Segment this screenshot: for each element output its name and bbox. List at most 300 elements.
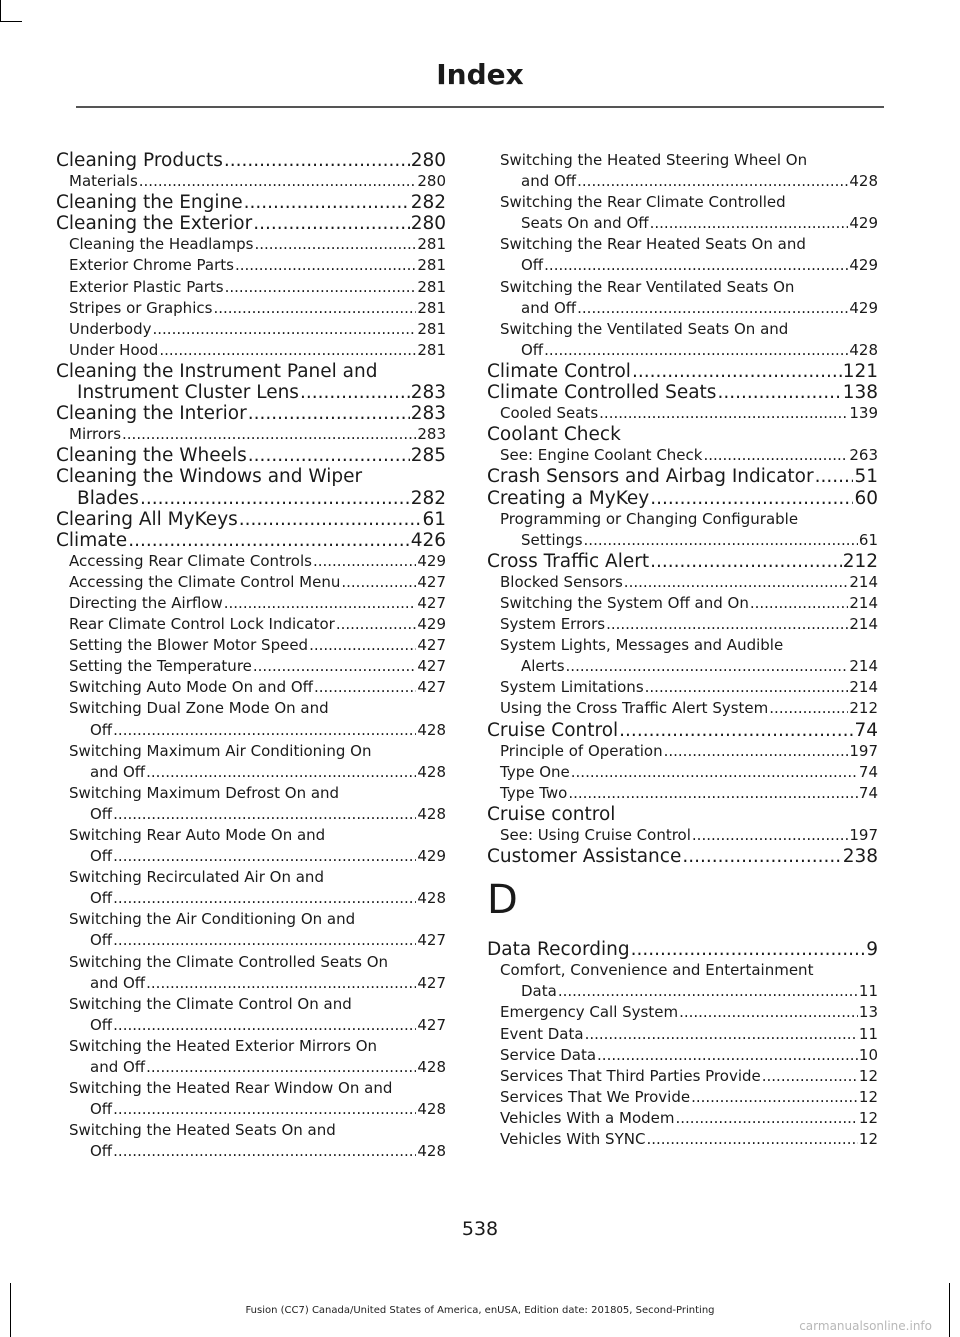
entry-label: Cleaning the Headlamps	[69, 235, 254, 254]
entry-label: Off	[90, 720, 113, 739]
entry-label: Off	[521, 256, 544, 275]
index-entry	[487, 551, 878, 572]
entry-page-number: 197	[849, 741, 878, 760]
entry-page-number: 11	[858, 1024, 878, 1043]
dot-leader	[146, 1057, 416, 1078]
dot-leader	[584, 530, 858, 551]
entry-page-number: 214	[849, 572, 878, 591]
entry-page-number: 61	[422, 508, 446, 530]
entry-page-number: 427	[417, 572, 446, 591]
index-subentry	[56, 825, 446, 867]
entry-label-line: Cleaning the Windows and Wiper	[56, 466, 363, 488]
index-entry	[487, 846, 878, 867]
dot-leader	[762, 1066, 858, 1087]
dot-leader	[113, 930, 416, 951]
entry-label: Clearing All MyKeys	[56, 508, 238, 530]
index-entry	[487, 939, 878, 960]
entry-label: Creating a MyKey	[487, 487, 650, 509]
index-entry	[56, 530, 446, 551]
index-subentry	[56, 909, 446, 951]
index-heading: Cruise control	[487, 803, 616, 825]
index-subentry	[487, 762, 878, 783]
dot-leader	[253, 213, 410, 234]
dot-leader	[650, 213, 849, 234]
entry-label: Climate	[56, 529, 128, 551]
entry-label: Off	[90, 804, 113, 823]
entry-page-number: 428	[849, 172, 878, 191]
index-subentry	[487, 741, 878, 762]
entry-label-line: Comfort, Convenience and Entertainment	[500, 961, 814, 980]
index-subentry	[56, 171, 446, 192]
index-subentry	[56, 656, 446, 677]
entry-label: Seats On and Off	[521, 214, 649, 233]
entry-label: Cleaning the Interior	[56, 403, 247, 425]
index-subentry	[56, 572, 446, 593]
index-subentry	[56, 1036, 446, 1078]
index-entry	[487, 361, 878, 382]
index-subentry	[56, 741, 446, 783]
entry-page-number: 429	[417, 615, 446, 634]
entry-label: System Errors	[500, 615, 606, 634]
entry-label: System Limitations	[500, 678, 644, 697]
entry-label: Crash Sensors and Airbag Indicator	[487, 466, 814, 488]
entry-page-number: 197	[849, 826, 878, 844]
dot-leader	[703, 445, 848, 466]
entry-page-number: 281	[417, 319, 446, 338]
entry-label: Setting the Temperature	[69, 657, 252, 676]
entry-page-number: 429	[417, 551, 446, 570]
index-subentry	[487, 614, 878, 635]
dot-leader	[815, 466, 854, 487]
entry-label-line: Cleaning the Instrument Panel and	[56, 360, 378, 382]
entry-label: Switching Auto Mode On and Off	[69, 678, 313, 697]
entry-page-number: 285	[410, 445, 446, 467]
index-subentry	[487, 572, 878, 593]
entry-label: Vehicles With a Modem	[500, 1108, 675, 1127]
dot-leader	[113, 720, 416, 741]
dot-leader	[750, 593, 849, 614]
dot-leader	[544, 255, 848, 276]
entry-label-line: Switching the Climate Controlled Seats On	[69, 952, 389, 971]
entry-page-number: 283	[410, 382, 446, 404]
dot-leader	[571, 762, 858, 783]
index-entry	[56, 403, 446, 424]
entry-page-number: 429	[849, 256, 878, 275]
dot-leader	[650, 488, 853, 509]
entry-label: Data Recording	[487, 939, 630, 961]
dot-leader	[664, 741, 849, 762]
index-subentry	[56, 698, 446, 740]
entry-page-number: 282	[410, 487, 446, 509]
index-subentry	[56, 1120, 446, 1162]
entry-label: Blades	[77, 487, 139, 509]
entry-page-number: 12	[858, 1108, 878, 1127]
dot-leader	[113, 888, 416, 909]
dot-leader	[248, 403, 410, 424]
entry-page-number: 12	[858, 1066, 878, 1085]
index-subentry	[56, 319, 446, 340]
index-subentry	[56, 277, 446, 298]
entry-label: Off	[90, 931, 113, 950]
index-subentry	[487, 277, 878, 319]
index-subentry	[487, 1129, 878, 1150]
dot-leader	[619, 720, 853, 741]
dot-leader	[336, 614, 417, 635]
dot-leader	[313, 551, 416, 572]
entry-label: Cleaning Products	[56, 150, 223, 171]
index-subentry	[56, 593, 446, 614]
crop-mark-top-left-h	[0, 21, 22, 22]
dot-leader	[244, 192, 410, 213]
entry-page-number: 283	[417, 425, 446, 444]
entry-page-number: 51	[854, 466, 878, 488]
dot-leader	[153, 319, 417, 340]
entry-label-line: Switching the Air Conditioning On and	[69, 910, 356, 929]
entry-label-line: Switching Rear Auto Mode On and	[69, 826, 326, 844]
dot-leader	[225, 277, 417, 298]
index-subentry	[56, 255, 446, 276]
index-subentry	[487, 1066, 878, 1087]
entry-page-number: 74	[854, 719, 878, 741]
entry-label: Stripes or Graphics	[69, 298, 213, 317]
index-entry	[56, 150, 446, 171]
entry-page-number: 428	[417, 804, 446, 823]
entry-page-number: 212	[849, 699, 878, 718]
entry-page-number: 281	[417, 340, 446, 359]
dot-leader	[224, 150, 410, 171]
entry-page-number: 214	[849, 615, 878, 634]
entry-label: Climate Controlled Seats	[487, 382, 717, 404]
entry-label: Accessing the Climate Control Menu	[69, 572, 341, 591]
index-entry	[487, 720, 878, 741]
entry-label: and Off	[90, 973, 146, 992]
entry-page-number: 426	[410, 529, 446, 551]
entry-page-number: 282	[410, 192, 446, 214]
index-entry	[56, 213, 446, 234]
index-subentry	[56, 234, 446, 255]
entry-page-number: 214	[849, 678, 878, 697]
entry-page-number: 13	[858, 1003, 878, 1022]
entry-page-number: 60	[854, 487, 878, 509]
entry-page-number: 429	[417, 847, 446, 866]
index-heading: Coolant Check	[487, 424, 621, 446]
index-entry	[487, 382, 878, 403]
entry-label: Vehicles With SYNC	[500, 1130, 646, 1149]
entry-label: Underbody	[69, 319, 152, 338]
section-letter: D	[487, 877, 518, 924]
index-subentry	[56, 1078, 446, 1120]
dot-leader	[769, 698, 848, 719]
entry-page-number: 74	[858, 762, 878, 781]
dot-leader	[113, 804, 416, 825]
index-subentry	[487, 192, 878, 234]
index-subentry	[487, 1087, 878, 1108]
entry-label: Services That We Provide	[500, 1087, 691, 1106]
entry-page-number: 280	[417, 172, 446, 191]
index-subentry	[487, 635, 878, 677]
dot-leader	[309, 635, 416, 656]
entry-label: Emergency Call System	[500, 1003, 679, 1022]
entry-page-number: 427	[417, 636, 446, 655]
entry-label: Alerts	[521, 657, 565, 676]
entry-page-number: 9	[866, 939, 878, 961]
entry-page-number: 283	[410, 403, 446, 425]
index-entry	[487, 466, 878, 487]
dot-leader	[314, 677, 416, 698]
index-subentry	[487, 960, 878, 1002]
entry-label-line: Switching the Climate Control On and	[69, 994, 352, 1013]
index-subentry	[487, 234, 878, 276]
entry-label: Setting the Blower Motor Speed	[69, 636, 309, 655]
entry-label: Exterior Plastic Parts	[69, 277, 224, 296]
dot-leader	[597, 1045, 858, 1066]
dot-leader	[679, 1002, 858, 1023]
entry-page-number: 427	[417, 931, 446, 950]
entry-page-number: 263	[849, 446, 878, 465]
entry-label: Data	[521, 982, 557, 1001]
header-divider	[76, 106, 884, 108]
index-subentry	[487, 593, 878, 614]
index-subentry	[487, 783, 878, 804]
dot-leader	[599, 403, 848, 424]
index-entry	[56, 509, 446, 530]
dot-leader	[253, 656, 416, 677]
entry-label: Cleaning the Wheels	[56, 445, 247, 467]
entry-label-line: Switching Maximum Air Conditioning On	[69, 741, 372, 760]
entry-label: Climate Control	[487, 360, 631, 382]
dot-leader	[632, 361, 842, 382]
dot-leader	[631, 939, 866, 960]
entry-label: Off	[90, 1015, 113, 1034]
entry-label-line: Switching the Rear Climate Controlled	[500, 193, 786, 212]
entry-label: Under Hood	[69, 340, 159, 359]
entry-label: Service Data	[500, 1045, 597, 1064]
entry-label: Off	[90, 889, 113, 908]
entry-label: Instrument Cluster Lens	[77, 382, 299, 404]
entry-label: Accessing Rear Climate Controls	[69, 551, 312, 570]
entry-page-number: 214	[849, 657, 878, 676]
entry-label-line: Switching the Heated Rear Window On and	[69, 1079, 393, 1098]
entry-page-number: 428	[417, 1100, 446, 1119]
entry-label-line: Switching the Heated Exterior Mirrors On	[69, 1036, 378, 1055]
entry-label: Cross Traffic Alert	[487, 550, 650, 572]
entry-label: Cleaning the Engine	[56, 192, 243, 214]
dot-leader	[146, 762, 416, 783]
entry-label: Settings	[521, 530, 583, 549]
crop-mark-top-left	[0, 0, 1, 22]
entry-page-number: 428	[417, 889, 446, 908]
entry-label-line: Switching Dual Zone Mode On and	[69, 699, 329, 718]
entry-page-number: 121	[842, 360, 878, 382]
footer-edition-info: Fusion (CC7) Canada/United States of America, enUSA, Edition date: 201805, Second-Printing	[245, 1305, 715, 1316]
entry-page-number: 429	[849, 214, 878, 233]
index-subentry	[56, 340, 446, 361]
entry-label: and Off	[90, 1058, 146, 1077]
entry-label: Event Data	[500, 1024, 584, 1043]
entry-label: Materials	[69, 172, 138, 191]
index-subentry	[487, 1002, 878, 1023]
entry-page-number: 428	[849, 340, 878, 359]
entry-label: Services That Third Parties Provide	[500, 1066, 761, 1085]
entry-label: Off	[521, 340, 544, 359]
index-entry	[56, 466, 446, 508]
index-entry	[56, 445, 446, 466]
entry-page-number: 10	[858, 1045, 878, 1064]
dot-leader	[676, 1108, 858, 1129]
entry-label: Cruise Control	[487, 719, 619, 741]
index-subentry	[56, 952, 446, 994]
entry-label: Exterior Chrome Parts	[69, 256, 234, 275]
dot-leader	[692, 825, 848, 846]
entry-label: and Off	[521, 298, 577, 317]
index-subentry	[56, 635, 446, 656]
page-number: 538	[461, 1218, 499, 1240]
entry-page-number: 427	[417, 1015, 446, 1034]
entry-label-line: Switching Maximum Defrost On and	[69, 783, 340, 802]
dot-leader	[558, 981, 858, 1002]
entry-label: Type Two	[500, 783, 568, 802]
dot-leader	[239, 509, 422, 530]
entry-label-line: Switching the Rear Ventilated Seats On	[500, 277, 795, 296]
entry-label: Off	[90, 1142, 113, 1161]
dot-leader	[645, 677, 849, 698]
dot-leader	[113, 1141, 416, 1162]
entry-label: See: Engine Coolant Check	[500, 446, 703, 465]
index-column-left	[56, 150, 446, 1163]
index-column-right	[487, 150, 878, 1150]
dot-leader	[113, 1015, 416, 1036]
entry-label-line: System Lights, Messages and Audible	[500, 636, 784, 655]
dot-leader	[717, 382, 841, 403]
dot-leader	[300, 382, 410, 403]
entry-label: Using the Cross Traffic Alert System	[500, 699, 769, 718]
dot-leader	[213, 298, 416, 319]
entry-page-number: 427	[417, 678, 446, 697]
entry-page-number: 428	[417, 762, 446, 781]
entry-label: Off	[90, 847, 113, 866]
index-subentry	[56, 614, 446, 635]
dot-leader	[624, 572, 849, 593]
entry-page-number: 138	[842, 382, 878, 404]
watermark: carmanualsonline.info	[799, 1319, 932, 1333]
dot-leader	[682, 846, 841, 867]
dot-leader	[128, 530, 409, 551]
index-subentry	[56, 424, 446, 445]
dot-leader	[577, 171, 848, 192]
entry-page-number: 281	[417, 298, 446, 317]
dot-leader	[146, 973, 416, 994]
dot-leader	[140, 488, 410, 509]
entry-page-number: 428	[417, 1142, 446, 1161]
index-entry	[56, 361, 446, 403]
index-subentry	[487, 403, 878, 424]
entry-label-line: Switching the Heated Seats On and	[69, 1121, 336, 1140]
entry-label: Mirrors	[69, 425, 122, 444]
entry-page-number: 214	[849, 593, 878, 612]
entry-page-number: 428	[417, 1058, 446, 1077]
dot-leader	[646, 1129, 857, 1150]
entry-label: Principle of Operation	[500, 741, 663, 760]
entry-label-line: Programming or Changing Configurable	[500, 509, 799, 528]
index-subentry	[56, 298, 446, 319]
index-subentry	[487, 319, 878, 361]
entry-page-number: 280	[410, 213, 446, 235]
dot-leader	[544, 340, 848, 361]
dot-leader	[113, 846, 416, 867]
index-entry	[487, 488, 878, 509]
entry-page-number: 427	[417, 657, 446, 676]
dot-leader	[585, 1024, 858, 1045]
dot-leader	[566, 656, 849, 677]
entry-label: and Off	[90, 762, 146, 781]
entry-label: Cooled Seats	[500, 404, 599, 423]
entry-page-number: 427	[417, 973, 446, 992]
entry-page-number: 428	[417, 720, 446, 739]
index-subentry	[56, 677, 446, 698]
entry-label: Switching the System Off and On	[500, 593, 749, 612]
entry-page-number: 427	[417, 593, 446, 612]
dot-leader	[568, 783, 858, 804]
dot-leader	[224, 593, 417, 614]
dot-leader	[650, 551, 842, 572]
index-subentry	[487, 1045, 878, 1066]
entry-label: Rear Climate Control Lock Indicator	[69, 615, 335, 634]
dot-leader	[139, 171, 417, 192]
entry-page-number: 281	[417, 235, 446, 254]
entry-page-number: 12	[858, 1087, 878, 1106]
index-entry	[56, 192, 446, 213]
entry-label-line: Switching the Ventilated Seats On and	[500, 319, 789, 338]
entry-label: Off	[90, 1100, 113, 1119]
entry-page-number: 429	[849, 298, 878, 317]
entry-label: Customer Assistance	[487, 846, 682, 868]
dot-leader	[159, 340, 416, 361]
index-subentry	[487, 445, 878, 466]
dot-leader	[341, 572, 416, 593]
entry-page-number: 281	[417, 256, 446, 275]
entry-label-line: Switching the Rear Heated Seats On and	[500, 235, 806, 254]
index-subentry	[56, 994, 446, 1036]
entry-page-number: 280	[410, 150, 446, 171]
index-subentry	[56, 551, 446, 572]
index-subentry	[56, 783, 446, 825]
page-title: Index	[436, 58, 524, 91]
index-subentry	[487, 509, 878, 551]
entry-label: Cleaning the Exterior	[56, 213, 253, 235]
dot-leader	[235, 255, 416, 276]
index-subentry	[487, 150, 878, 192]
index-subentry	[487, 1108, 878, 1129]
dot-leader	[113, 1099, 416, 1120]
entry-page-number: 238	[842, 846, 878, 868]
dot-leader	[606, 614, 848, 635]
index-subentry	[487, 698, 878, 719]
index-subentry	[487, 1024, 878, 1045]
entry-page-number: 281	[417, 277, 446, 296]
dot-leader	[254, 234, 416, 255]
entry-label-line: Switching the Heated Steering Wheel On	[500, 151, 808, 169]
entry-label: Blocked Sensors	[500, 572, 623, 591]
entry-label: Type One	[500, 762, 570, 781]
dot-leader	[577, 298, 848, 319]
entry-label-line: Switching Recirculated Air On and	[69, 868, 324, 887]
index-subentry	[487, 825, 878, 846]
index-subentry	[487, 677, 878, 698]
dot-leader	[248, 445, 410, 466]
entry-page-number: 74	[858, 783, 878, 802]
entry-label: Directing the Airflow	[69, 593, 223, 612]
entry-page-number: 212	[842, 550, 878, 572]
